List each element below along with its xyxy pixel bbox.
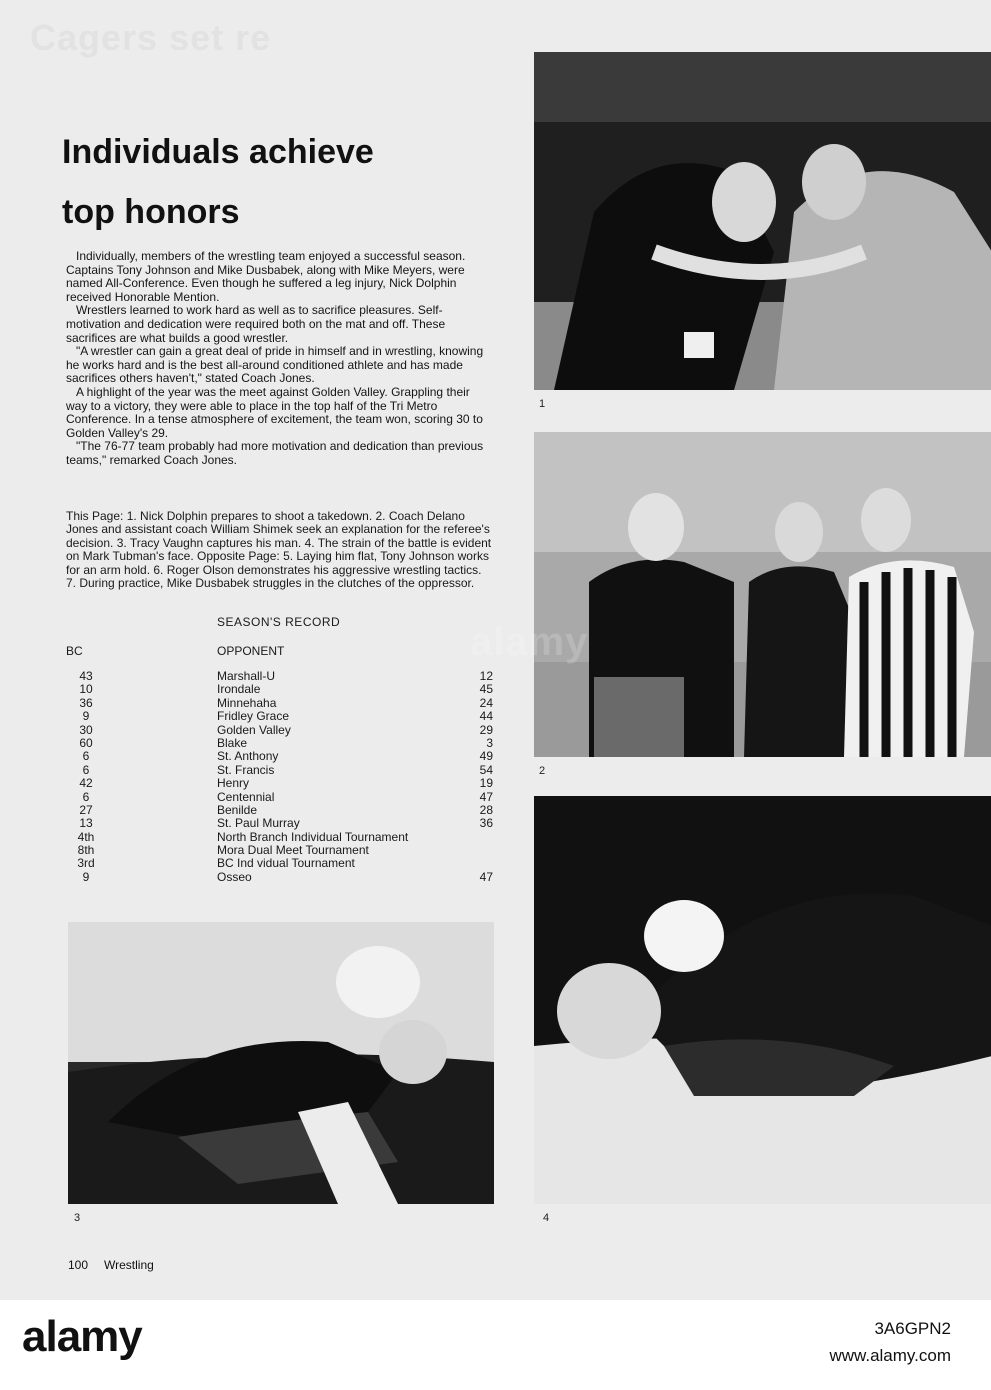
record-opponent-name: Mora Dual Meet Tournament	[217, 843, 369, 858]
record-row	[66, 710, 496, 723]
record-opponent-name: BC Ind vidual Tournament	[217, 856, 355, 871]
record-bc-score: 13	[79, 816, 93, 831]
record-bc-score: 30	[79, 722, 93, 737]
record-opponent-score: 44	[479, 709, 493, 724]
record-bc-score: 8th	[77, 843, 95, 858]
record-opponent-score: 24	[479, 695, 493, 710]
stock-branding-bar	[0, 1300, 991, 1390]
record-row	[66, 737, 496, 750]
record-row	[66, 750, 496, 763]
photo-2-coaches-referee	[534, 432, 991, 757]
record-row	[66, 804, 496, 817]
record-bc-score: 6	[82, 749, 90, 764]
record-opponent-name: Irondale	[217, 682, 261, 697]
photo-4-image	[534, 796, 991, 1204]
record-opponent-name: Golden Valley	[217, 722, 291, 737]
footer-page-number: 100	[68, 1258, 89, 1272]
record-row	[66, 777, 496, 790]
record-row	[66, 670, 496, 683]
photo-1-image	[534, 52, 991, 390]
record-bc-score: 9	[82, 709, 90, 724]
record-opponent-score: 47	[479, 789, 493, 804]
record-row	[66, 817, 496, 830]
record-opponent-name: Centennial	[217, 789, 275, 804]
record-opponent-score: 3	[486, 735, 493, 750]
paragraph: "The 76-77 team probably had more motivation and dedication than previous teams," remarked Coach Jones.	[66, 439, 484, 467]
record-bc-score: 60	[79, 735, 93, 750]
paragraph: "A wrestler can gain a great deal of pride in himself and in wrestling, knowing he works hard and is the best all-around conditioned athlete and has made sacrifices others haven't," stated Coach Jones.	[66, 344, 484, 386]
record-opponent-name: St. Anthony	[217, 749, 279, 764]
photo-3-pin	[68, 922, 494, 1204]
record-opponent-score: 45	[479, 682, 493, 697]
headline-line-1: Individuals achieve	[62, 133, 374, 171]
record-bc-score: 4th	[77, 829, 95, 844]
record-opponent-name: Osseo	[217, 869, 252, 884]
record-header-bc: BC	[66, 644, 83, 658]
record-row	[66, 724, 496, 737]
headline	[62, 122, 492, 242]
season-record-title: SEASON'S RECORD	[217, 615, 341, 629]
record-bc-score: 3rd	[77, 856, 95, 871]
faded-show-through-heading: Cagers set re	[30, 17, 272, 58]
footer-section-name: Wrestling	[104, 1258, 154, 1272]
photo-1-takedown	[534, 52, 991, 390]
record-opponent-score: 29	[479, 722, 493, 737]
photo-4-number: 4	[543, 1212, 550, 1224]
record-row	[66, 764, 496, 777]
record-bc-score: 10	[79, 682, 93, 697]
record-opponent-name: Minnehaha	[217, 695, 277, 710]
record-header-opponent: OPPONENT	[217, 644, 285, 658]
record-opponent-score: 19	[479, 776, 493, 791]
season-record-table	[66, 670, 496, 884]
record-opponent-name: Fridley Grace	[217, 709, 290, 724]
photo-4-struggle	[534, 796, 991, 1204]
record-bc-score: 6	[82, 789, 90, 804]
record-opponent-name: St. Francis	[217, 762, 275, 777]
record-opponent-name: Henry	[217, 776, 250, 791]
record-opponent-score: 49	[479, 749, 493, 764]
record-opponent-score: 54	[479, 762, 493, 777]
paragraph: Wrestlers learned to work hard as well as to sacrifice pleasures. Self-motivation and dedication were required both on the mat and off. These sacrifices are what builds a good wrestler.	[66, 303, 446, 345]
watermark-text: alamy	[470, 620, 589, 664]
record-bc-score: 43	[79, 669, 93, 683]
record-bc-score: 6	[82, 762, 90, 777]
record-opponent-name: North Branch Individual Tournament	[217, 829, 409, 844]
article-body	[66, 250, 490, 468]
record-bc-score: 42	[79, 776, 93, 791]
record-bc-score: 27	[79, 802, 93, 817]
headline-line-2: top honors	[62, 193, 240, 231]
record-bc-score: 9	[82, 869, 90, 884]
record-row	[66, 871, 496, 884]
alamy-logo: alamy	[22, 1312, 142, 1361]
record-opponent-name: Benilde	[217, 802, 258, 817]
record-opponent-name: Blake	[217, 735, 248, 750]
photo-1-number: 1	[539, 398, 546, 410]
photo-3-number: 3	[74, 1212, 81, 1224]
paragraph: Individually, members of the wrestling team enjoyed a successful season. Captains Tony Johnson and Mike Dusbabek, along with Mike Meyers, were named All-Conference. Even though he suffered a leg injury, Nick Dolphin received Honorable Mention.	[66, 249, 466, 304]
record-opponent-score: 12	[479, 669, 493, 683]
record-row	[66, 791, 496, 804]
record-opponent-score: 28	[479, 802, 493, 817]
record-opponent-name: St. Paul Murray	[217, 816, 300, 831]
record-opponent-score: 47	[479, 869, 493, 884]
record-bc-score: 36	[79, 695, 93, 710]
photo-2-image	[534, 432, 991, 757]
photo-2-number: 2	[539, 765, 546, 777]
record-row	[66, 831, 496, 844]
photo-captions: This Page: 1. Nick Dolphin prepares to shoot a takedown. 2. Coach Delano Jones and assistant coach William Shimek seek an explanation for the referee's decision. 3. Tracy Vaughn captures his man. 4. The strain of the battle is evident on Mark Tubman's face. Opposite Page: 5. Laying him flat, Tony Johnson works for an arm hold. 6. Roger Olson demonstrates his aggressive wrestling tactics. 7. During practice, Mike Dusbabek struggles in the clutches of the oppressor.	[66, 509, 492, 591]
paragraph: A highlight of the year was the meet against Golden Valley. Grappling their way to a victory, they were able to place in the top half of the Tri Metro Conference. In a tense atmosphere of excitement, the team won, scoring 30 to Golden Valley's 29.	[66, 384, 483, 440]
record-opponent-score: 36	[479, 816, 493, 831]
site-url: www.alamy.com	[829, 1346, 951, 1365]
image-id: 3A6GPN2	[874, 1319, 951, 1338]
record-row	[66, 683, 496, 696]
record-row	[66, 844, 496, 857]
record-opponent-name: Marshall-U	[217, 669, 276, 683]
record-row	[66, 697, 496, 710]
photo-3-image	[68, 922, 494, 1204]
record-row	[66, 857, 496, 870]
